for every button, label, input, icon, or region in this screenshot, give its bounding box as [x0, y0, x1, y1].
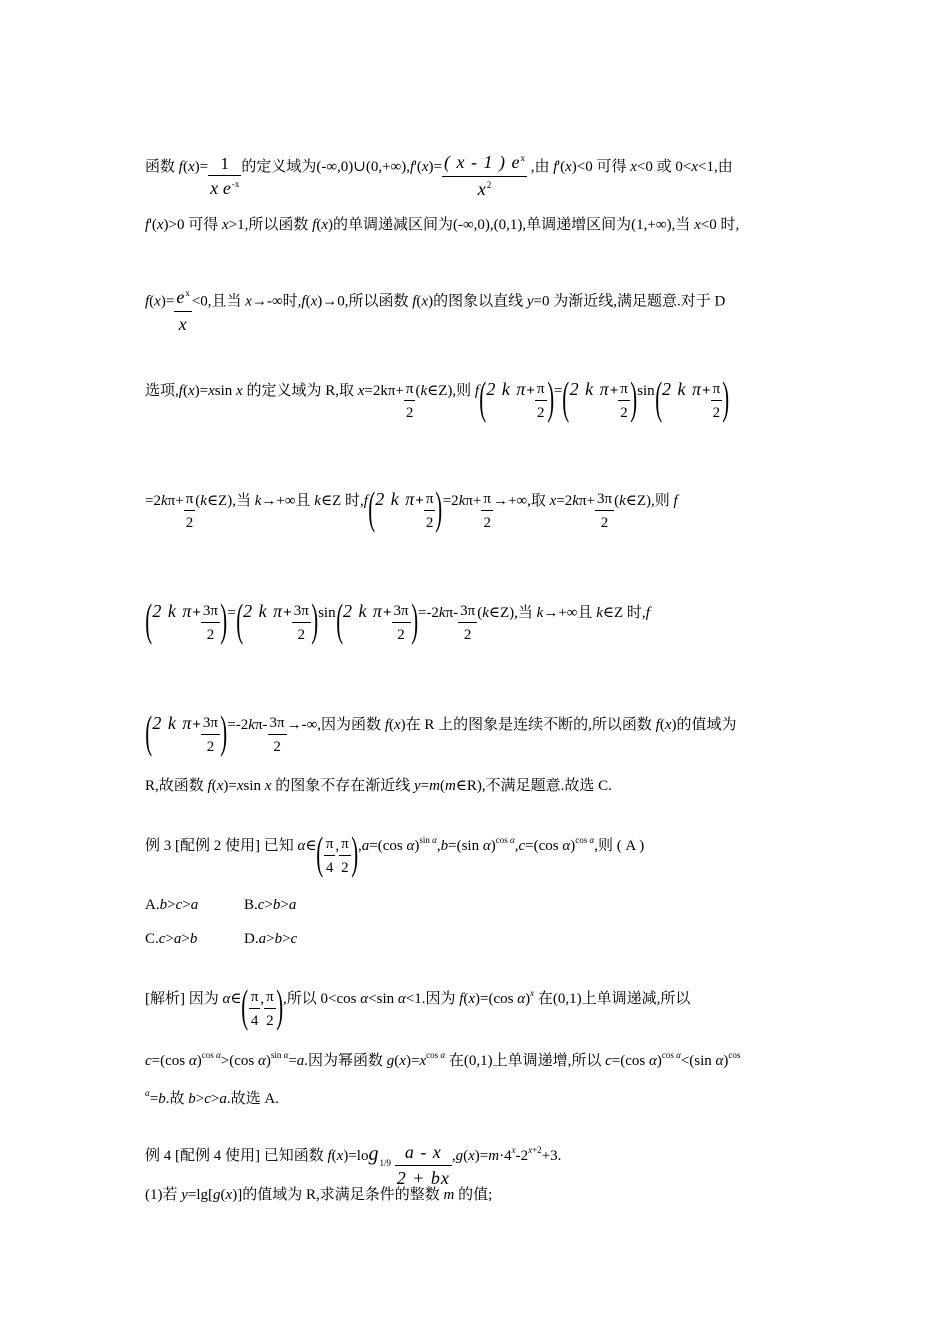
text-line-6: (2 k π+ $\frac{3\pi}{2}$ )=(2 k π+ $\frac{3\pi}{2}$ )sin(2 k π+ $\frac{3\pi}{2}$ )=-2kπ- $\frac{3\pi}{2}$ (k∈Z),当 k→+∞且 k∈Z 时,f [145, 593, 650, 645]
example-4-stem: 例 4 [配例 4 使用] 已知函数 $f(x)=\log_{1/9}$ $\frac{a - x}{2 + bx}$ $,g(x)=m\cdot 4^x-2^{x+2}+3$. [145, 1142, 562, 1188]
analysis-line-2: c=(cos α)$^{cos \alpha}$>(cos α)$^{sin \alpha}$=a.因为幂函数 $g(x)=x^{cos \alpha}$ 在(0,1)上单调递增,所以 c=(cos α)$^{cos \alpha}$<(sin α)$^{cos}$ [145, 1050, 741, 1069]
example-4-part-1: (1)若 y=lg[g(x)]的值域为 R,求满足条件的整数 m 的值; [145, 1187, 493, 1203]
text-line-7: (2 k π+ $\frac{3\pi}{2}$ )=-2kπ- $\frac{3\pi}{2}$ →-∞,因为函数 f(x)在 R 上的图象是连续不断的,所以函数 f(x)的值域为 [145, 705, 737, 757]
example-3-stem: 例 3 [配例 2 使用] 已知 α∈( $\frac{\pi}{4}$ , $\frac{\pi}{2}$ ),a=(cos α)$^{sin \alpha}$,b=(sin α)$^{cos \alpha}$,c=(cos α)$^{cos \alpha}$,则 ( A ) [145, 826, 645, 878]
option-d: D.a>b>c [244, 931, 298, 947]
text-line-8: R,故函数 f(x)=xsin x 的图象不存在渐近线 y=m(m∈R),不满足题意.故选 C. [145, 778, 612, 794]
text-line-2: f'(x)>0 可得 x>1,所以函数 f(x)的单调递减区间为(-∞,0),(0,1),单调递增区间为(1,+∞),当 x<0 时, [145, 217, 740, 233]
option-c: C.c>a>b [145, 931, 198, 947]
analysis-line-3: $^\alpha$=b.故 b>c>a.故选 A. [145, 1088, 279, 1107]
text-line-5: =2kπ+ $\frac{\pi}{2}$ (k∈Z),当 k→+∞且 k∈Z 时,f(2 k π+ $\frac{\pi}{2}$ )=2kπ+ $\frac{\pi}{2}$ →+∞,取 x=2kπ+ $\frac{3\pi}{2}$ (k∈Z),则 f [145, 481, 678, 533]
option-b: B.c>b>a [244, 897, 297, 913]
analysis-line-1: [解析] 因为 α∈( $\frac{\pi}{4}$ , $\frac{\pi}{2}$ ),所以 0<cos α<sin α<1.因为 f(x)=(cos α)$^x$ 在(0,1)上单调递减,所以 [145, 979, 691, 1031]
text-line-3: f(x)= $\frac{e^x}{x}$ <0,且当 x→-∞时,f(x)→0,所以函数 f(x)的图象以直线 y=0 为渐近线,满足题意.对于 D [145, 276, 725, 328]
fraction: $\frac{( x - 1 ) e^x}{x^2}$ [444, 152, 525, 199]
fraction: $\frac{e^x}{x}$ [176, 287, 190, 334]
text-line-4: 选项,f(x)=xsin x 的定义域为 R,取 x=2kπ+ $\frac{\pi}{2}$ (k∈Z),则 f(2 k π+ $\frac{\pi}{2}$ )=(2 k π+ $\frac{\pi}{2}$ )sin(2 k π+ $\frac{\pi}{2}$ ) [145, 371, 730, 423]
text-line-1: 函数 f(x)= $\frac{1}{x e^{-x}}$ 的定义域为(-∞,0)∪(0,+∞),f'(x)= $\frac{( x - 1 ) e^x}{x^2}$ ,由 f'(x)<0 可得 x<0 或 0<x<1,由 [145, 141, 733, 194]
option-a: A.b>c>a [145, 897, 199, 913]
fraction: $\frac{1}{x e^{-x}}$ [210, 153, 240, 198]
